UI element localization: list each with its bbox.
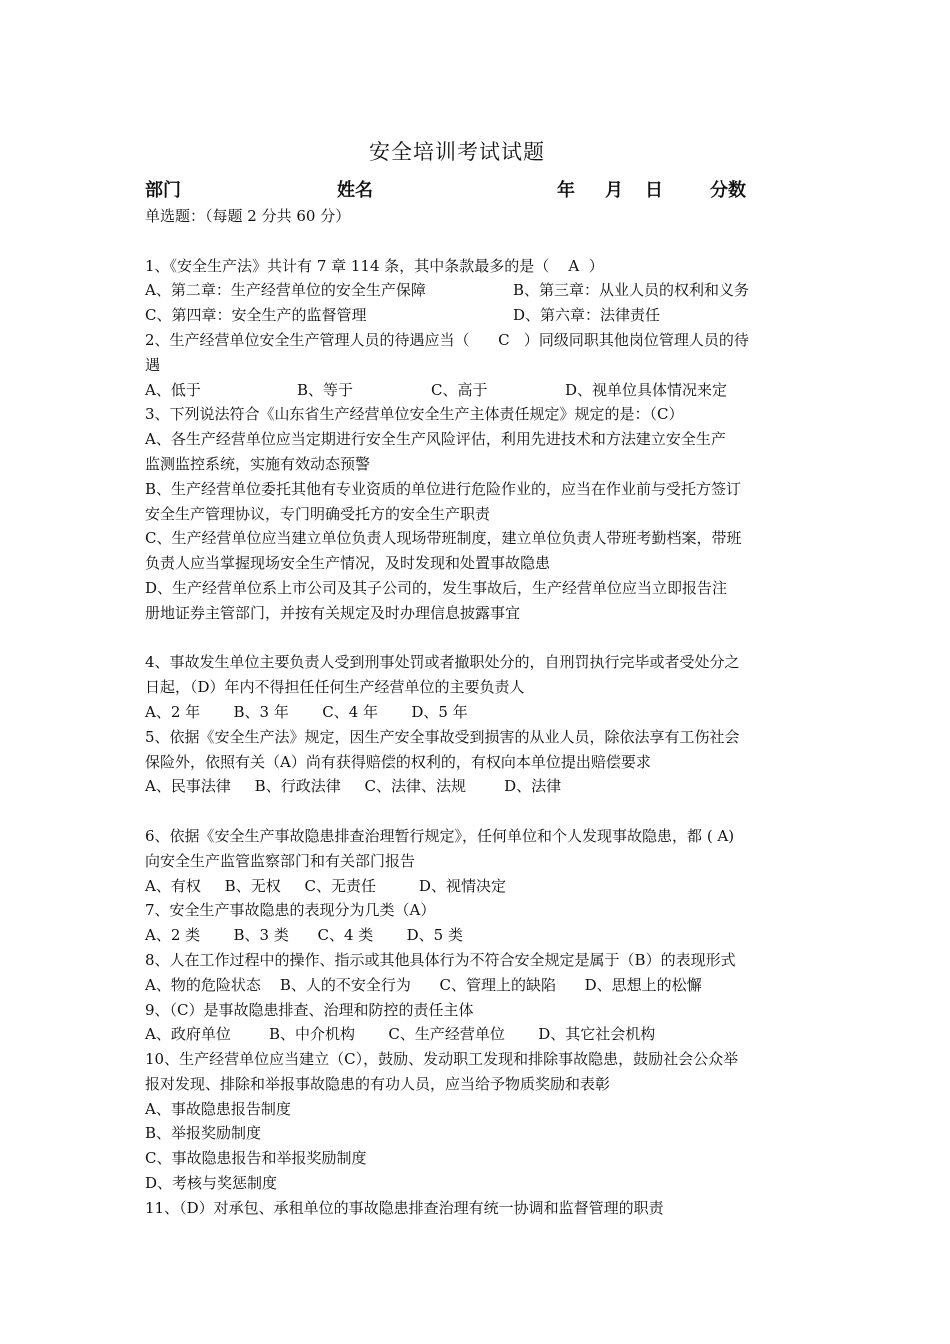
q5-options: A、民事法律 B、行政法律 C、法律、法规 D、法律: [145, 777, 562, 796]
q3-option-d-cont: 册地证券主管部门，并按有关规定及时办理信息披露事宜: [145, 603, 521, 622]
section-heading: 单选题：（每题 2 分共 60 分）: [145, 207, 351, 225]
q1-option-d: D、第六章：法律责任: [513, 306, 661, 325]
q2-options: [145, 378, 815, 403]
q3-option-a: A、各生产经营单位应当定期进行安全生产风险评估，利用先进技术和方法建立安全生产: [145, 430, 726, 449]
q2-option-a: A、低于: [145, 380, 201, 399]
month-label: 月: [605, 180, 623, 201]
score-label: 分数: [710, 180, 746, 201]
q8-options: A、物的危险状态 B、人的不安全行为 C、管理上的缺陷 D、思想上的松懈: [145, 975, 702, 994]
q11-stem: 11、（D）对承包、承租单位的事故隐患排查治理有统一协调和监督管理的职责: [145, 1198, 664, 1217]
q1-option-b: B、第三章：从业人员的权利和义务: [513, 281, 750, 300]
q10-option-d: D、考核与奖惩制度: [145, 1174, 278, 1193]
q9-options: A、政府单位 B、中介机构 C、生产经营单位 D、其它社会机构: [145, 1025, 656, 1044]
q3-option-c-cont: 负责人应当掌握现场安全生产情况，及时发现和处置事故隐患: [145, 554, 551, 573]
q10-option-a: A、事故隐患报告制度: [145, 1099, 291, 1118]
q3-option-a-cont: 监测监控系统，实施有效动态预警: [145, 454, 371, 473]
q10-stem: 10、生产经营单位应当建立（C），鼓励、发动职工发现和排除事故隐患，鼓励社会公众举: [145, 1050, 739, 1069]
dept-label: 部门: [145, 180, 181, 201]
q10-option-c: C、事故隐患报告和举报奖励制度: [145, 1149, 367, 1168]
q1-stem: 1、《安全生产法》共计有 7 章 114 条，其中条款最多的是（ A ）: [145, 256, 604, 275]
q3-stem: 3、下列说法符合《山东省生产经营单位安全生产主体责任规定》规定的是：（C）: [145, 405, 684, 424]
q6-stem: 6、依据《安全生产事故隐患排查治理暂行规定》，任何单位和个人发现事故隐患，都 ( A): [145, 826, 735, 845]
q4-stem-cont: 日起，（D）年内不得担任任何生产经营单位的主要负责人: [145, 678, 525, 697]
q10-option-b: B、举报奖励制度: [145, 1124, 262, 1143]
q5-stem-cont: 保险外，依照有关（A）尚有获得赔偿的权利的，有权向本单位提出赔偿要求: [145, 752, 651, 771]
q8-stem: 8、人在工作过程中的操作、指示或其他具体行为不符合安全规定是属于（B）的表现形式: [145, 950, 736, 969]
exam-header: [145, 176, 845, 204]
q6-options: A、有权 B、无权 C、无责任 D、视情决定: [145, 876, 506, 895]
q6-stem-cont: 向安全生产监管监察部门和有关部门报告: [145, 851, 416, 870]
q5-stem: 5、依据《安全生产法》规定，因生产安全事故受到损害的从业人员，除依法享有工伤社会: [145, 727, 740, 746]
q1-option-c: C、第四章：安全生产的监督管理: [145, 306, 367, 325]
q2-option-d: D、视单位具体情况来定: [565, 380, 728, 399]
q2-option-b: B、等于: [297, 380, 354, 399]
q1-option-a: A、第二章：生产经营单位的安全生产保障: [145, 281, 426, 300]
q7-stem: 7、安全生产事故隐患的表现分为几类（A）: [145, 901, 436, 920]
q1-options-row1: [145, 278, 815, 303]
q7-options: A、2 类 B、3 类 C、4 类 D、5 类: [145, 926, 463, 945]
q2-option-c: C、高于: [431, 380, 488, 399]
q1-options-row2: [145, 303, 815, 328]
q2-stem-cont: 遇: [145, 355, 161, 374]
question-list: [145, 204, 815, 1221]
q3-option-c: C、生产经营单位应当建立单位负责人现场带班制度，建立单位负责人带班考勤档案，带班: [145, 529, 742, 548]
q4-stem: 4、事故发生单位主要负责人受到刑事处罚或者撤职处分的，自刑罚执行完毕或者受处分之: [145, 653, 740, 672]
q3-option-b: B、生产经营单位委托其他有专业资质的单位进行危险作业的，应当在作业前与受托方签订: [145, 479, 742, 498]
q2-stem: 2、生产经营单位安全生产管理人员的待遇应当（ C ）同级同职其他岗位管理人员的待: [145, 330, 749, 349]
q4-options: A、2 年 B、3 年 C、4 年 D、5 年: [145, 702, 468, 721]
q10-stem-cont: 报对发现、排除和举报事故隐患的有功人员，应当给予物质奖励和表彰: [145, 1074, 611, 1093]
q3-option-d: D、生产经营单位系上市公司及其子公司的，发生事故后，生产经营单位应当立即报告注: [145, 578, 728, 597]
q9-stem: 9、（C）是事故隐患排查、治理和防控的责任主体: [145, 1000, 474, 1019]
year-label: 年: [557, 180, 575, 201]
name-label: 姓名: [337, 180, 373, 201]
day-label: 日: [645, 180, 663, 201]
page-title: 安全培训考试试题: [369, 140, 545, 164]
q3-option-b-cont: 安全生产管理协议，专门明确受托方的安全生产职责: [145, 504, 491, 523]
